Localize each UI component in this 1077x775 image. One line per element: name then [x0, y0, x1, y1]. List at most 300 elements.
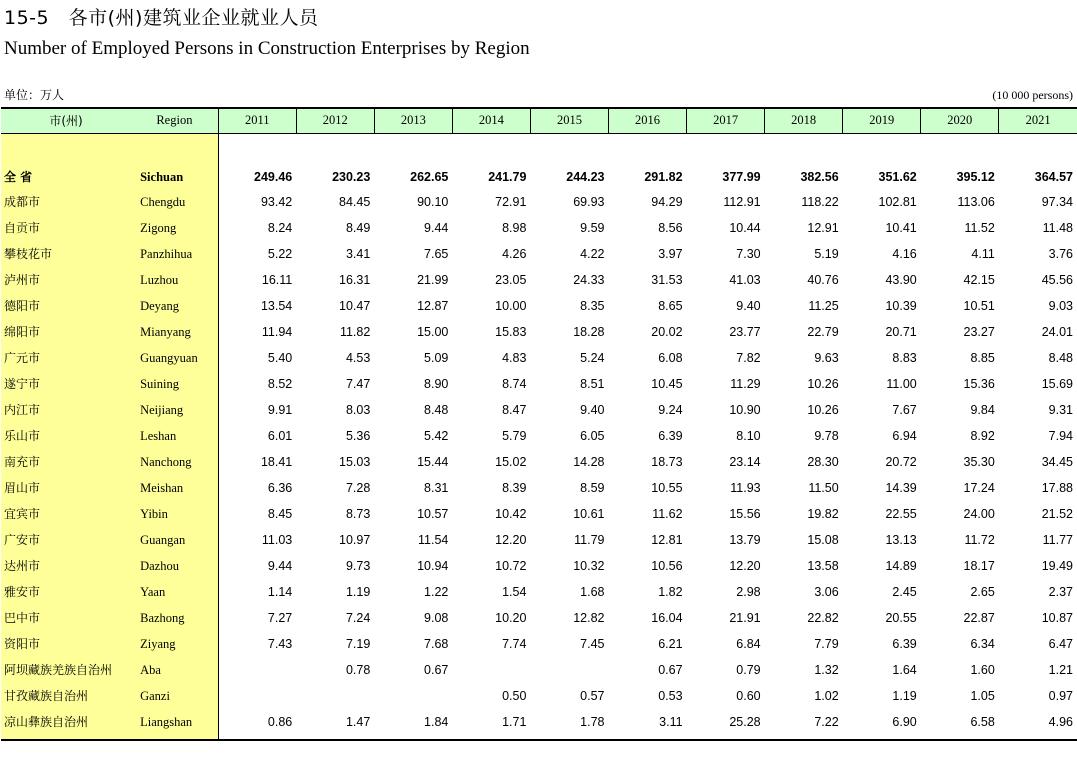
- value-cell: 6.94: [892, 429, 917, 443]
- value-cell: 0.67: [424, 663, 449, 677]
- value-cell: 10.26: [807, 377, 839, 391]
- value-cell: 35.30: [963, 455, 995, 469]
- value-cell: 6.39: [892, 637, 917, 651]
- value-cell: 15.00: [417, 325, 449, 339]
- region-name-en: Suining: [140, 377, 180, 391]
- value-cell: [374, 683, 452, 709]
- table-row: [1, 345, 1077, 371]
- value-cell: 8.24: [267, 221, 293, 235]
- header-year: 2016: [609, 108, 687, 133]
- value-cell: 7.79: [814, 637, 839, 651]
- region-name-en: Bazhong: [140, 611, 185, 625]
- value-cell: 0.60: [736, 689, 761, 703]
- value-cell: 7.45: [580, 637, 605, 651]
- region-name-en: Chengdu: [140, 195, 186, 209]
- value-cell: 118.22: [801, 195, 839, 209]
- value-cell: 6.21: [658, 637, 683, 651]
- region-name-en: Yibin: [140, 507, 168, 521]
- value-cell: 8.56: [658, 221, 683, 235]
- region-name-cn: 凉山彝族自治州: [4, 715, 89, 729]
- value-cell: 6.01: [267, 429, 293, 443]
- region-name-en: Meishan: [140, 481, 184, 495]
- value-cell: 10.90: [729, 403, 761, 417]
- value-cell: 15.83: [495, 325, 527, 339]
- value-cell: 22.82: [807, 611, 839, 625]
- value-cell: 6.84: [736, 637, 761, 651]
- value-cell: 15.08: [807, 533, 839, 547]
- value-cell: 9.78: [814, 429, 839, 443]
- value-cell: 11.77: [1042, 533, 1073, 547]
- value-cell: 6.90: [892, 715, 917, 729]
- value-cell: 43.90: [885, 273, 917, 287]
- value-cell: 1.68: [580, 585, 605, 599]
- region-name-en: Mianyang: [140, 325, 191, 339]
- header-year: 2018: [765, 108, 843, 133]
- value-cell: 8.10: [736, 429, 761, 443]
- value-cell: 6.05: [580, 429, 605, 443]
- value-cell: 15.56: [729, 507, 761, 521]
- region-name-cn: 甘孜藏族自治州: [4, 689, 89, 703]
- value-cell: 5.19: [814, 247, 839, 261]
- value-cell: 22.87: [963, 611, 995, 625]
- region-name-cn: 雅安市: [4, 585, 41, 599]
- region-name-cn: 德阳市: [4, 299, 41, 313]
- value-cell: 97.34: [1041, 195, 1073, 209]
- region-name-cn: 泸州市: [4, 273, 41, 287]
- value-cell: 6.36: [267, 481, 293, 495]
- value-cell: 21.99: [417, 273, 449, 287]
- value-cell: 8.47: [502, 403, 527, 417]
- value-cell: 1.84: [424, 715, 449, 729]
- table-row: [1, 267, 1077, 293]
- header-year: 2017: [687, 108, 765, 133]
- total-row: [1, 159, 1077, 189]
- value-cell: 8.85: [970, 351, 995, 365]
- value-cell: [218, 657, 296, 683]
- value-cell: 8.49: [345, 221, 371, 235]
- table-row: [1, 501, 1077, 527]
- unit-label-english: (10 000 persons): [992, 88, 1073, 102]
- value-cell: 9.44: [424, 221, 449, 235]
- value-cell: 34.45: [1041, 455, 1073, 469]
- value-cell: 8.39: [502, 481, 527, 495]
- table-row: [1, 709, 1077, 735]
- value-cell: 23.77: [729, 325, 761, 339]
- value-cell: 1.54: [502, 585, 527, 599]
- table-row: [1, 605, 1077, 631]
- total-value-cell: 249.46: [254, 170, 293, 184]
- value-cell: 1.78: [580, 715, 605, 729]
- value-cell: 9.59: [580, 221, 605, 235]
- region-name-cn: 巴中市: [4, 611, 41, 625]
- value-cell: 24.00: [963, 507, 995, 521]
- value-cell: 9.03: [1048, 299, 1073, 313]
- value-cell: 8.98: [502, 221, 527, 235]
- value-cell: 9.91: [267, 403, 293, 417]
- value-cell: 20.55: [885, 611, 917, 625]
- value-cell: 7.43: [267, 637, 293, 651]
- header-year: 2013: [374, 108, 452, 133]
- value-cell: 5.42: [424, 429, 449, 443]
- value-cell: [296, 683, 374, 709]
- value-cell: 1.19: [892, 689, 917, 703]
- value-cell: 8.51: [580, 377, 605, 391]
- region-name-cn: 内江市: [4, 403, 41, 417]
- value-cell: 8.45: [267, 507, 293, 521]
- table-row: [1, 397, 1077, 423]
- value-cell: 7.30: [736, 247, 761, 261]
- value-cell: 8.92: [970, 429, 995, 443]
- value-cell: 23.05: [495, 273, 527, 287]
- table-row: [1, 319, 1077, 345]
- value-cell: 1.47: [345, 715, 371, 729]
- value-cell: 7.22: [814, 715, 839, 729]
- value-cell: 11.94: [261, 325, 293, 339]
- value-cell: 8.90: [424, 377, 449, 391]
- value-cell: 0.79: [736, 663, 761, 677]
- value-cell: 25.28: [729, 715, 761, 729]
- value-cell: 8.48: [1048, 351, 1073, 365]
- value-cell: 8.03: [345, 403, 371, 417]
- value-cell: 93.42: [260, 195, 293, 209]
- value-cell: 7.28: [345, 481, 371, 495]
- value-cell: 4.26: [502, 247, 527, 261]
- value-cell: 11.29: [730, 377, 761, 391]
- value-cell: 7.67: [892, 403, 917, 417]
- header-year: 2014: [452, 108, 530, 133]
- region-name-cn: 资阳市: [4, 637, 41, 651]
- table-bottom-rule: [1, 739, 1077, 741]
- value-cell: 3.41: [345, 247, 371, 261]
- value-cell: 2.45: [892, 585, 917, 599]
- value-cell: 5.40: [267, 351, 293, 365]
- value-cell: 20.02: [651, 325, 683, 339]
- value-cell: 22.55: [885, 507, 917, 521]
- value-cell: 4.11: [971, 247, 995, 261]
- value-cell: 15.02: [495, 455, 527, 469]
- value-cell: 1.14: [267, 585, 293, 599]
- header-year: 2011: [218, 108, 296, 133]
- table-row: [1, 631, 1077, 657]
- value-cell: 4.83: [502, 351, 527, 365]
- value-cell: 9.44: [267, 559, 293, 573]
- value-cell: 72.91: [495, 195, 527, 209]
- value-cell: 8.31: [424, 481, 449, 495]
- value-cell: 113.06: [957, 195, 995, 209]
- value-cell: 40.76: [807, 273, 839, 287]
- region-name-cn: 阿坝藏族羌族自治州: [4, 663, 113, 677]
- value-cell: 9.63: [814, 351, 839, 365]
- table-title-english: Number of Employed Persons in Construction Enterprises by Region: [4, 38, 530, 59]
- header-region-en: Region: [131, 108, 218, 133]
- table-row: [1, 683, 1077, 709]
- value-cell: 21.52: [1041, 507, 1073, 521]
- value-cell: 5.36: [345, 429, 371, 443]
- value-cell: 13.79: [729, 533, 761, 547]
- header-year: 2012: [296, 108, 374, 133]
- value-cell: 2.65: [970, 585, 995, 599]
- region-name-en: Leshan: [140, 429, 177, 443]
- value-cell: 6.39: [658, 429, 683, 443]
- table-row: [1, 423, 1077, 449]
- value-cell: 18.28: [573, 325, 605, 339]
- region-name-cn: 乐山市: [4, 429, 41, 443]
- value-cell: 1.64: [892, 663, 917, 677]
- value-cell: 112.91: [723, 195, 761, 209]
- region-name-en: Zigong: [140, 221, 177, 235]
- table-row: [1, 215, 1077, 241]
- value-cell: 8.83: [892, 351, 917, 365]
- region-name-en: Neijiang: [140, 403, 184, 417]
- value-cell: 9.84: [970, 403, 995, 417]
- value-cell: 11.00: [886, 377, 917, 391]
- value-cell: 10.39: [885, 299, 917, 313]
- value-cell: 15.36: [963, 377, 995, 391]
- value-cell: 1.82: [658, 585, 683, 599]
- value-cell: 6.47: [1048, 637, 1073, 651]
- total-value-cell: 395.12: [956, 170, 995, 184]
- value-cell: 0.78: [345, 663, 371, 677]
- value-cell: 24.01: [1041, 325, 1073, 339]
- region-name-en: Dazhou: [140, 559, 179, 573]
- value-cell: 18.17: [963, 559, 995, 573]
- value-cell: 10.57: [417, 507, 449, 521]
- value-cell: 4.16: [892, 247, 917, 261]
- value-cell: 7.68: [424, 637, 449, 651]
- value-cell: 12.91: [807, 221, 839, 235]
- value-cell: 10.42: [495, 507, 527, 521]
- value-cell: 10.41: [885, 221, 917, 235]
- unit-label-chinese: 单位：万人: [4, 88, 65, 102]
- table-row: [1, 293, 1077, 319]
- value-cell: 18.73: [651, 455, 683, 469]
- value-cell: 7.47: [345, 377, 371, 391]
- value-cell: 8.48: [424, 403, 449, 417]
- value-cell: 45.56: [1041, 273, 1073, 287]
- value-cell: 13.13: [885, 533, 917, 547]
- value-cell: 12.20: [729, 559, 761, 573]
- total-value-cell: 364.57: [1034, 170, 1073, 184]
- value-cell: 17.24: [963, 481, 995, 495]
- value-cell: 31.53: [651, 273, 683, 287]
- value-cell: 21.91: [729, 611, 761, 625]
- value-cell: 5.24: [580, 351, 605, 365]
- region-name-cn: 成都市: [4, 195, 41, 209]
- value-cell: 8.59: [580, 481, 605, 495]
- value-cell: 28.30: [807, 455, 839, 469]
- value-cell: 10.00: [495, 299, 527, 313]
- region-name-cn: 广元市: [4, 351, 41, 365]
- value-cell: 4.22: [580, 247, 605, 261]
- value-cell: 8.52: [267, 377, 293, 391]
- value-cell: 7.74: [502, 637, 527, 651]
- value-cell: [452, 657, 530, 683]
- total-region-cn: 全 省: [4, 170, 33, 184]
- value-cell: 4.53: [345, 351, 371, 365]
- value-cell: 8.65: [658, 299, 683, 313]
- region-name-en: Ziyang: [140, 637, 176, 651]
- table-row: [1, 579, 1077, 605]
- value-cell: 11.82: [339, 325, 371, 339]
- value-cell: 5.22: [267, 247, 293, 261]
- region-name-en: Aba: [140, 663, 161, 677]
- region-name-en: Guangyuan: [140, 351, 198, 365]
- value-cell: 10.87: [1041, 611, 1073, 625]
- value-cell: 10.26: [807, 403, 839, 417]
- value-cell: 1.32: [814, 663, 839, 677]
- value-cell: 10.94: [417, 559, 449, 573]
- value-cell: 14.89: [885, 559, 917, 573]
- total-value-cell: 262.65: [410, 170, 449, 184]
- value-cell: 3.06: [814, 585, 839, 599]
- value-cell: 10.44: [729, 221, 761, 235]
- value-cell: 19.82: [807, 507, 839, 521]
- value-cell: 17.88: [1041, 481, 1073, 495]
- region-name-cn: 攀枝花市: [4, 247, 53, 261]
- region-name-en: Yaan: [140, 585, 166, 599]
- region-name-en: Liangshan: [140, 715, 193, 729]
- value-cell: 0.50: [502, 689, 527, 703]
- region-name-cn: 绵阳市: [4, 325, 41, 339]
- value-cell: 0.67: [658, 663, 683, 677]
- employment-table: [1, 107, 1077, 735]
- value-cell: 9.40: [580, 403, 605, 417]
- region-name-en: Guangan: [140, 533, 186, 547]
- total-value-cell: 382.56: [800, 170, 839, 184]
- value-cell: 13.58: [807, 559, 839, 573]
- value-cell: 11.25: [808, 299, 839, 313]
- value-cell: 20.72: [885, 455, 917, 469]
- header-year: 2019: [843, 108, 921, 133]
- value-cell: 9.08: [424, 611, 449, 625]
- value-cell: 3.11: [659, 715, 683, 729]
- value-cell: 3.76: [1048, 247, 1073, 261]
- region-name-cn: 遂宁市: [4, 377, 41, 391]
- value-cell: 9.31: [1048, 403, 1073, 417]
- total-region-en: Sichuan: [140, 170, 184, 184]
- value-cell: 15.69: [1041, 377, 1073, 391]
- region-name-cn: 达州市: [4, 559, 41, 573]
- value-cell: 14.39: [885, 481, 917, 495]
- value-cell: 1.02: [814, 689, 839, 703]
- total-value-cell: 244.23: [566, 170, 605, 184]
- region-name-cn: 南充市: [4, 455, 41, 469]
- table-row: [1, 527, 1077, 553]
- value-cell: 11.62: [652, 507, 683, 521]
- value-cell: 11.52: [964, 221, 995, 235]
- value-cell: 84.45: [339, 195, 371, 209]
- value-cell: 1.05: [970, 689, 995, 703]
- region-name-en: Luzhou: [140, 273, 179, 287]
- total-value-cell: 230.23: [332, 170, 371, 184]
- value-cell: 6.34: [970, 637, 995, 651]
- table-title-chinese: 15-5 各市(州)建筑业企业就业人员: [4, 7, 319, 29]
- value-cell: 6.08: [658, 351, 683, 365]
- value-cell: 12.82: [573, 611, 605, 625]
- region-name-en: Deyang: [140, 299, 179, 313]
- value-cell: 12.87: [417, 299, 449, 313]
- value-cell: 3.97: [658, 247, 683, 261]
- value-cell: 10.97: [339, 533, 371, 547]
- total-value-cell: 291.82: [644, 170, 683, 184]
- value-cell: 11.79: [574, 533, 605, 547]
- value-cell: 22.79: [807, 325, 839, 339]
- value-cell: 14.28: [573, 455, 605, 469]
- value-cell: 8.73: [345, 507, 371, 521]
- total-value-cell: 377.99: [722, 170, 761, 184]
- value-cell: 1.60: [970, 663, 995, 677]
- value-cell: 10.55: [651, 481, 683, 495]
- value-cell: 24.33: [573, 273, 605, 287]
- value-cell: 2.37: [1048, 585, 1073, 599]
- value-cell: 16.04: [651, 611, 683, 625]
- value-cell: 15.44: [417, 455, 449, 469]
- value-cell: 1.21: [1048, 663, 1073, 677]
- value-cell: 90.10: [417, 195, 449, 209]
- value-cell: 10.47: [339, 299, 371, 313]
- value-cell: 7.19: [345, 637, 371, 651]
- total-value-cell: 241.79: [488, 170, 527, 184]
- value-cell: 12.20: [495, 533, 527, 547]
- value-cell: 10.51: [963, 299, 995, 313]
- header-year: 2021: [999, 108, 1077, 133]
- value-cell: 42.15: [963, 273, 995, 287]
- value-cell: 5.09: [424, 351, 449, 365]
- table-row: [1, 189, 1077, 215]
- value-cell: 23.27: [963, 325, 995, 339]
- value-cell: 15.03: [339, 455, 371, 469]
- table-row: [1, 449, 1077, 475]
- value-cell: 1.22: [424, 585, 449, 599]
- table-body: [1, 133, 1077, 735]
- value-cell: 10.61: [573, 507, 605, 521]
- header-year: 2015: [530, 108, 608, 133]
- value-cell: 0.53: [658, 689, 683, 703]
- value-cell: [530, 657, 608, 683]
- value-cell: 13.54: [260, 299, 293, 313]
- region-name-cn: 眉山市: [4, 481, 41, 495]
- value-cell: 11.03: [261, 533, 293, 547]
- value-cell: 9.73: [345, 559, 371, 573]
- value-cell: 20.71: [885, 325, 917, 339]
- value-cell: 11.54: [418, 533, 449, 547]
- value-cell: 9.24: [658, 403, 683, 417]
- value-cell: 102.81: [878, 195, 917, 209]
- value-cell: 19.49: [1041, 559, 1073, 573]
- table-row: [1, 657, 1077, 683]
- value-cell: [218, 683, 296, 709]
- value-cell: 10.20: [495, 611, 527, 625]
- value-cell: 10.72: [495, 559, 527, 573]
- value-cell: 9.40: [736, 299, 761, 313]
- value-cell: 8.74: [502, 377, 527, 391]
- value-cell: 10.56: [651, 559, 683, 573]
- value-cell: 6.58: [970, 715, 995, 729]
- table-row: [1, 475, 1077, 501]
- header-row: [1, 108, 1077, 133]
- value-cell: 4.96: [1048, 715, 1073, 729]
- total-value-cell: 351.62: [878, 170, 917, 184]
- value-cell: 7.27: [267, 611, 293, 625]
- value-cell: 1.19: [345, 585, 371, 599]
- region-name-en: Panzhihua: [140, 247, 193, 261]
- value-cell: 7.94: [1048, 429, 1073, 443]
- value-cell: 0.86: [267, 715, 293, 729]
- value-cell: 18.41: [260, 455, 293, 469]
- region-name-cn: 宜宾市: [4, 507, 41, 521]
- table-row: [1, 553, 1077, 579]
- value-cell: 7.65: [424, 247, 449, 261]
